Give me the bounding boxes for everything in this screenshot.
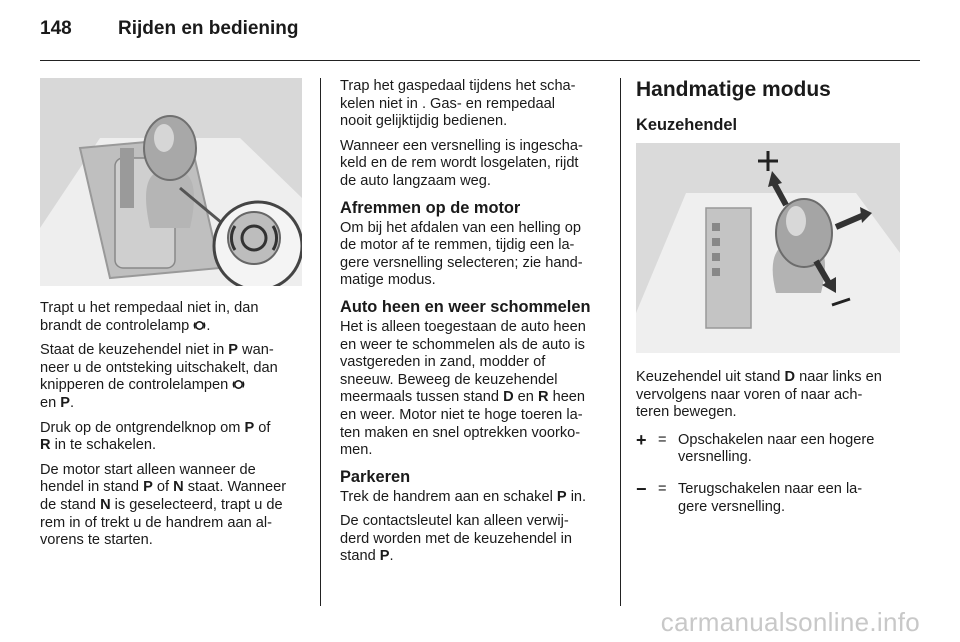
heading-schommelen: Auto heen en weer schommelen: [340, 297, 591, 316]
plus-symbol: +: [636, 429, 647, 450]
column-divider-2: [620, 78, 621, 606]
page-number: 148: [40, 18, 72, 39]
column-divider-1: [320, 78, 321, 606]
column-middle: Trap het gaspedaal tijdens het scha- kelen niet in . Gas- en rempedaal nooit gelijktijdig bedienen. Wanneer een versnelling is ingescha- keld en de rem wordt losgelaten, rijdt de auto langzaam weg. Afremmen op de motor Om bij het afdalen van een helling op de motor af te remmen, tijdig een la- gere versnelling selecteren; zie hand- matige modus. Auto heen en weer schommelen Het is alleen toegestaan de auto heen en weer te schommelen als de auto is vastgereden in zand, modder of sneeuw. Beweeg de keuzehendel meermaals tussen stand D en R heen en weer. Motor niet te hoge toeren la- ten maken en snel optrekken voorko- men. Parkeren Trek de handrem aan en schakel P in. De contactsleutel kan alleen verwij- derd worden met de keuzehendel in stand P.: [340, 78, 610, 573]
watermark: carmanualsonline.info: [660, 607, 920, 637]
gear-selector-image: [40, 78, 302, 286]
minus-symbol: −: [636, 478, 647, 499]
page-header: [40, 18, 920, 48]
section-title: Handmatige modus: [636, 78, 831, 101]
column-left: Trapt u het rempedaal niet in, dan brandt de controlelamp . Staat de keuzehendel niet in P wan- neer u de ontsteking uitschakelt, dan knipperen de controlelampen en P. Druk op de ontgrendelknop om P of R in te schakelen. De motor start alleen wanneer de hendel in stand P of N staat. Wanneer de stand N is geselecteerd, trapt u de rem in of trekt u de handrem aan al- vorens te starten.: [40, 78, 306, 557]
downshift-row: − = Terugschakelen naar een la- gere versnelling.: [636, 478, 863, 515]
brake-warning-lamp-icon: [193, 319, 206, 332]
header-rule: [40, 60, 920, 61]
section-subtitle: Keuzehendel: [636, 116, 738, 134]
column-right: Handmatige modus Keuzehendel Keuzehendel uit stand D naar links en vervolgens naar voren of naar ach- teren bewegen. + = Opschakelen naar een hogere versnelling. − = Terugschakelen naar een la- gere versnelling.: [636, 78, 906, 516]
brake-warning-lamp-icon: [232, 378, 245, 391]
page-title: Rijden en bediening: [118, 18, 299, 39]
upshift-row: + = Opschakelen naar een hogere versnelling.: [636, 429, 875, 466]
heading-afremmen: Afremmen op de motor: [340, 198, 521, 217]
manual-mode-lever-image: [636, 143, 900, 353]
heading-parkeren: Parkeren: [340, 467, 411, 486]
